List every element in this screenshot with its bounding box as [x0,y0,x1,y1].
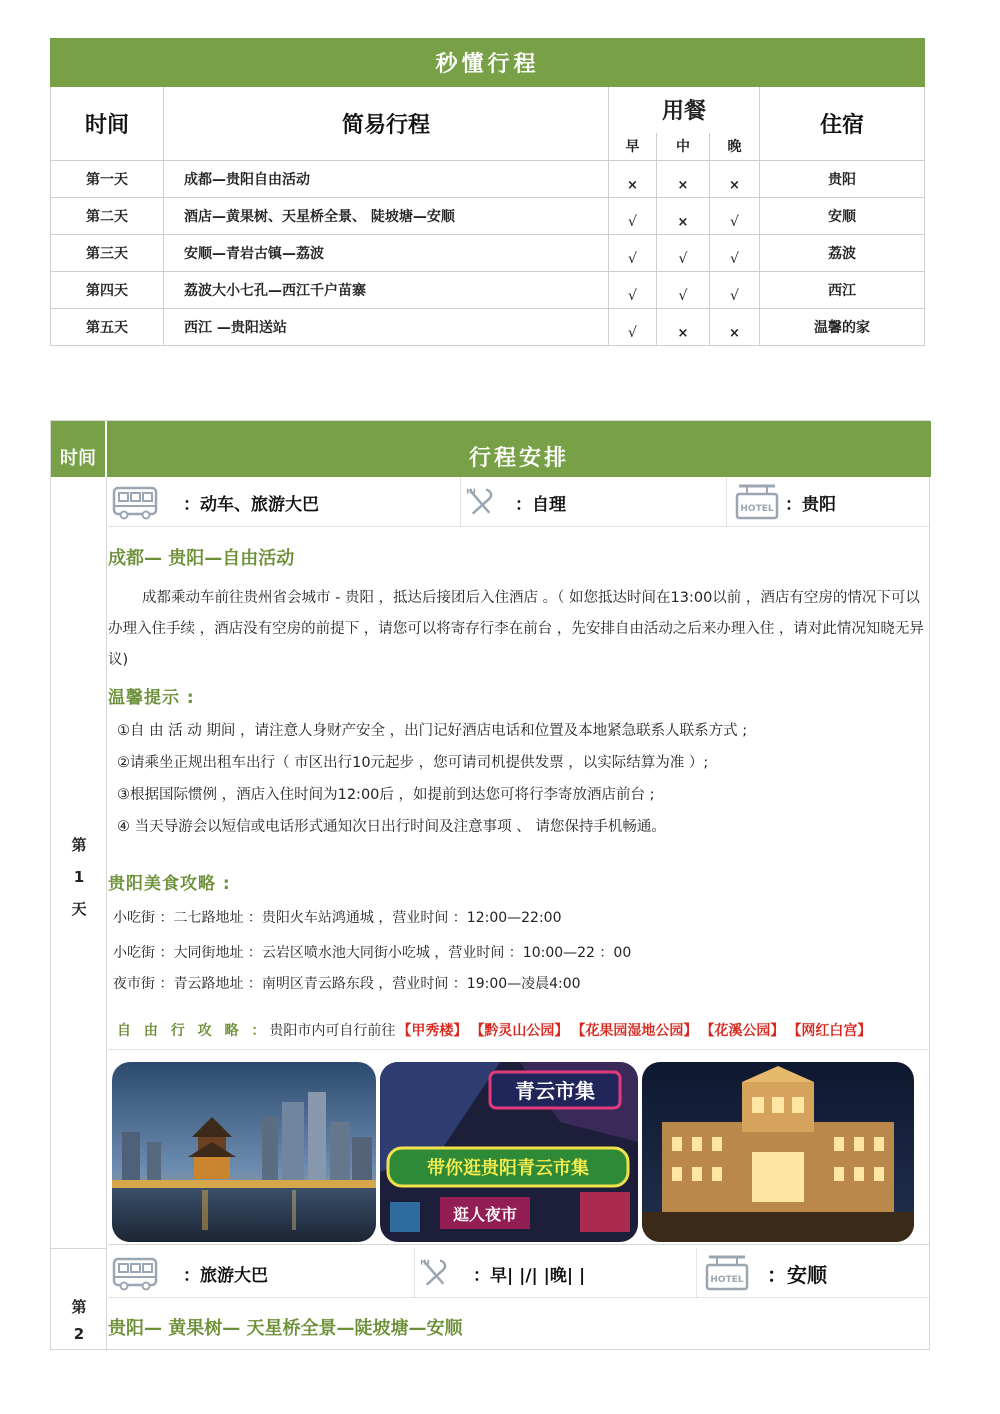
market-subtitle: 逛人夜市 [452,1205,518,1224]
summary-breakfast: √ [609,198,657,235]
summary-breakfast: √ [609,309,657,346]
spot-qianlingshan: 【黔灵山公园】 [477,1023,569,1039]
summary-breakfast: √ [609,272,657,309]
day1-food-title: 贵阳美食攻略 : [108,874,231,894]
summary-day: 第四天 [51,272,164,309]
day2-transport-text: ：旅游大巴 [183,1265,268,1286]
day2-meals-cell [415,1248,697,1298]
header-time: 时间 [51,87,164,161]
header-meals: 用餐 [609,87,760,133]
spot-white-house: 【网红白宫】 [794,1023,872,1039]
day1-meals-cell [461,477,727,527]
day1-transport-cell [108,477,461,527]
day1-label-2: 1 [73,868,85,886]
free-guide-text: 贵阳市内可自行前往 [269,1023,396,1039]
day1-tip-2: ②请乘坐正规出租车出行（ 市区出行10元起步 ，您可请司机提供发票 ，以实际结算为准 ）; [117,755,709,771]
day1-info-row [108,477,929,527]
summary-day: 第二天 [51,198,164,235]
summary-title: 秒懂行程 [51,39,925,87]
svg-text:HOTEL: HOTEL [740,504,774,514]
photo-jiaxiu-night [112,1062,376,1242]
market-sign: 青云市集 [515,1079,595,1103]
header-route: 简易行程 [164,87,609,161]
utensils-icon [415,1253,455,1293]
summary-stay: 荔波 [760,235,925,272]
header-stay: 住宿 [760,87,925,161]
summary-lunch: × [657,309,710,346]
summary-table [50,38,925,346]
summary-stay: 安顺 [760,198,925,235]
day1-tip-1: ①自 由 活 动 期间 ，请注意人身财产安全 ，出门记好酒店电话和位置及本地紧急联系人联系方式 ; [117,723,748,739]
summary-lunch: √ [657,235,710,272]
summary-lunch: × [657,198,710,235]
summary-route: 酒店—黄果树、天星桥全景、 陡坡塘—安顺 [164,198,609,235]
summary-stay: 温馨的家 [760,309,925,346]
summary-row [51,198,925,235]
photo-qingyun-market [380,1062,638,1242]
day1-hotel-cell [727,477,930,527]
bus-icon [111,482,159,522]
day1-food-3: 夜市街 ：青云路地址 ：南明区青云路东段 ，营业时间 ：19:00—凌晨4:00 [113,976,581,992]
summary-breakfast: √ [609,235,657,272]
header-dinner: 晚 [710,133,760,161]
hotel-sign-icon [733,482,781,522]
day1-tips-title: 温馨提示 : [108,688,195,708]
day1-transport-text: ：动车、旅游大巴 [183,494,319,515]
day1-photo-strip [108,1049,930,1245]
day2-hotel-cell [697,1248,930,1298]
day2-transport-cell [108,1248,415,1298]
day1-description: 成都乘动车前往贵州省会城市 - 贵阳 ，抵达后接团后入住酒店 。（ 如您抵达时间在13:00以前 ，酒店有空房的情况下可以办理入住手续 ，酒店没有空房的前提下 ，请您可以将寄存行李在前台 ，先安排自由活动之后来办理入住 ，请对此情况知晓无异议) [108,590,924,668]
summary-route: 安顺—青岩古镇—荔波 [164,235,609,272]
day1-label-3: 天 [71,900,87,918]
summary-row [51,309,925,346]
hotel-sign-icon [703,1253,751,1293]
day2-hotel-text: ：安顺 [767,1262,827,1287]
day1-food-2: 小吃街 ：大同街地址 ：云岩区喷水池大同街小吃城 ，营业时间 ：10:00—22 ：00 [113,945,632,961]
summary-row [51,272,925,309]
summary-dinner: × [710,161,760,198]
summary-breakfast: × [609,161,657,198]
summary-day: 第五天 [51,309,164,346]
svg-text:HOTEL: HOTEL [710,1275,744,1285]
market-banner: 带你逛贵阳青云市集 [427,1158,589,1179]
day2-route-title: 贵阳— 黄果树— 天星桥全景—陡坡塘—安顺 [108,1318,463,1339]
day1-hotel-text: ：贵阳 [785,494,836,515]
day1-free-guide [117,1020,871,1040]
day1-meals-text: ：自理 [515,494,566,515]
day2-label-1: 第 [71,1298,87,1316]
free-guide-label: 自 由 行 攻 略 ： [117,1023,270,1039]
itinerary-section [50,420,930,1350]
utensils-icon [461,482,501,522]
summary-dinner: × [710,309,760,346]
summary-lunch: √ [657,272,710,309]
day2-label-2: 2 [73,1325,85,1343]
itinerary-header [51,421,931,477]
summary-dinner: √ [710,235,760,272]
day1-tip-4: ④ 当天导游会以短信或电话形式通知次日出行时间及注意事项 、 请您保持手机畅通。 [117,819,666,835]
itinerary-time-header: 时间 [51,421,107,477]
summary-stay: 西江 [760,272,925,309]
summary-route: 成都—贵阳自由活动 [164,161,609,198]
header-breakfast: 早 [609,133,657,161]
summary-day: 第一天 [51,161,164,198]
summary-route: 荔波大小七孔—西江千户苗寨 [164,272,609,309]
itinerary-title: 行程安排 [468,445,569,471]
header-lunch: 中 [657,133,710,161]
spot-huaxi: 【花溪公园】 [707,1023,785,1039]
summary-route: 西江 —贵阳送站 [164,309,609,346]
summary-lunch: × [657,161,710,198]
day1-tip-3: ③根据国际惯例 ，酒店入住时间为12:00后 ，如提前到达您可将行李寄放酒店前台 ; [117,787,655,803]
day2-meals-text: ：早| |/| |晚| | [473,1265,586,1286]
summary-dinner: √ [710,272,760,309]
day1-route-title: 成都— 贵阳—自由活动 [108,548,295,569]
summary-day: 第三天 [51,235,164,272]
day1-food-1: 小吃街 ：二七路地址 ：贵阳火车站鸿通城 ，营业时间 ：12:00—22:00 [113,910,562,926]
summary-dinner: √ [710,198,760,235]
photo-white-palace [642,1062,914,1242]
day2-info-row [108,1248,929,1298]
bus-icon [111,1253,159,1293]
day1-label-1: 第 [71,836,87,854]
summary-row [51,235,925,272]
summary-row [51,161,925,198]
summary-stay: 贵阳 [760,161,925,198]
spot-jiaxiu: 【甲秀楼】 [397,1023,468,1039]
spot-huaguoyuan: 【花果园湿地公园】 [578,1023,698,1039]
